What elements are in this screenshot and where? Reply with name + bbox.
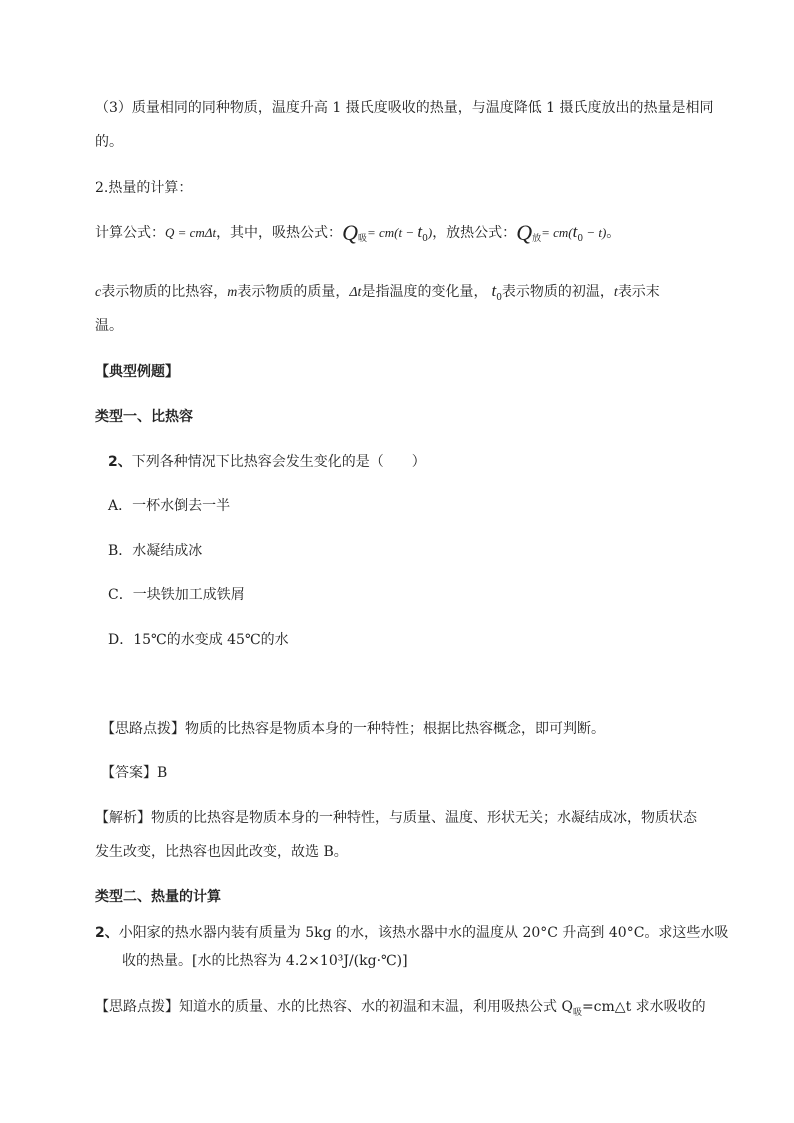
absorb-rhs-a: = cm(t − <box>366 225 418 240</box>
q2-hint-label: 【思路点拨】 <box>95 999 179 1015</box>
release-t0: t <box>572 222 578 241</box>
paragraph-3-line2: 的。 <box>95 134 123 150</box>
answer-label: 【答案】 <box>101 765 157 781</box>
var-t0-subscript: 0 <box>496 293 502 303</box>
hint-text: 物质的比热容是物质本身的一种特性；根据比热容概念，即可判断。 <box>185 721 605 737</box>
release-q-symbol: Q <box>516 220 533 245</box>
question-1-analysis-line1 <box>95 808 697 828</box>
var-t-text: 表示末 <box>617 284 660 300</box>
release-q-subscript: 放 <box>532 234 542 244</box>
variables-line1 <box>95 281 660 308</box>
release-t0-subscript: 0 <box>577 234 584 244</box>
question-1-text: 下列各种情况下比热容会发生变化的是（ ） <box>131 454 426 470</box>
formula-end: 。 <box>606 225 621 241</box>
question-2-stem-line1 <box>95 923 728 943</box>
absorb-t0: t <box>417 222 423 241</box>
hint-label: 【思路点拨】 <box>101 721 185 737</box>
option-d: D．15℃的水变成 45℃的水 <box>108 632 289 648</box>
var-dt-text: 是指温度的变化量， <box>361 284 488 300</box>
question-2-stem-line2: 收的热量。[水的比热容为 4.2×10³J/(kg·℃)] <box>122 953 408 969</box>
absorb-rhs-b: ) <box>427 225 433 240</box>
question-2-number: 2、 <box>95 925 119 941</box>
q2-hint-subscript: 吸 <box>572 1008 582 1018</box>
formula-line <box>95 222 620 249</box>
formula-lead: 计算公式： <box>95 225 165 241</box>
absorb-t0-subscript: 0 <box>422 234 428 244</box>
release-rhs-b: − t) <box>583 225 607 240</box>
var-m-text: 表示物质的质量， <box>237 284 350 300</box>
question-2-hint <box>95 997 706 1023</box>
question-1-stem <box>108 452 426 472</box>
question-1-number: 2、 <box>108 454 132 470</box>
answer-value: B <box>157 765 168 781</box>
var-m: m <box>227 285 238 300</box>
var-t0-text: 表示物质的初温， <box>501 284 614 300</box>
paragraph-3-line1: （3）质量相同的同种物质，温度升高 1 摄氏度吸收的热量，与温度降低 1 摄氏度放出的热量是相同 <box>95 100 714 116</box>
option-c: C．一块铁加工成铁屑 <box>108 587 245 603</box>
var-t: t <box>613 285 618 300</box>
type2-title: 类型二、热量的计算 <box>95 889 221 905</box>
question-1-hint <box>101 719 605 739</box>
analysis-label: 【解析】 <box>95 810 151 826</box>
formula-mid2: ，放热公式： <box>432 225 517 241</box>
section-heat-calculation-title: 2.热量的计算： <box>95 180 193 196</box>
option-b: B．水凝结成冰 <box>108 543 203 559</box>
var-dt: Δt <box>349 285 362 300</box>
q2-hint-text-a: 知道水的质量、水的比热容、水的初温和末温，利用吸热公式 Q <box>179 999 573 1015</box>
question-1-answer <box>101 763 167 783</box>
examples-header: 【典型例题】 <box>95 364 179 380</box>
var-t0: t <box>491 281 497 300</box>
type1-title: 类型一、比热容 <box>95 409 193 425</box>
release-rhs-a: = cm( <box>541 225 573 240</box>
formula-mid: ，其中，吸热公式： <box>216 225 343 241</box>
q2-hint-text-b: =cm△t 求水吸收的 <box>581 999 706 1015</box>
question-2-text-1: 小阳家的热水器内装有质量为 5kg 的水，该热水器中水的温度从 20°C 升高到 40°C。求这些水吸 <box>118 925 729 941</box>
var-c-text: 表示物质的比热容， <box>101 284 228 300</box>
formula-main: Q = cmΔt <box>165 225 217 240</box>
question-1-analysis-line2: 发生改变，比热容也因此改变，故选 B。 <box>95 844 348 860</box>
option-a: A．一杯水倒去一半 <box>108 498 231 514</box>
var-c: c <box>95 285 102 300</box>
absorb-q-subscript: 吸 <box>357 234 367 244</box>
absorb-q-symbol: Q <box>342 220 358 245</box>
analysis-text-1: 物质的比热容是物质本身的一种特性，与质量、温度、形状无关；水凝结成冰，物质状态 <box>151 810 697 826</box>
variables-line2: 温。 <box>95 318 123 334</box>
